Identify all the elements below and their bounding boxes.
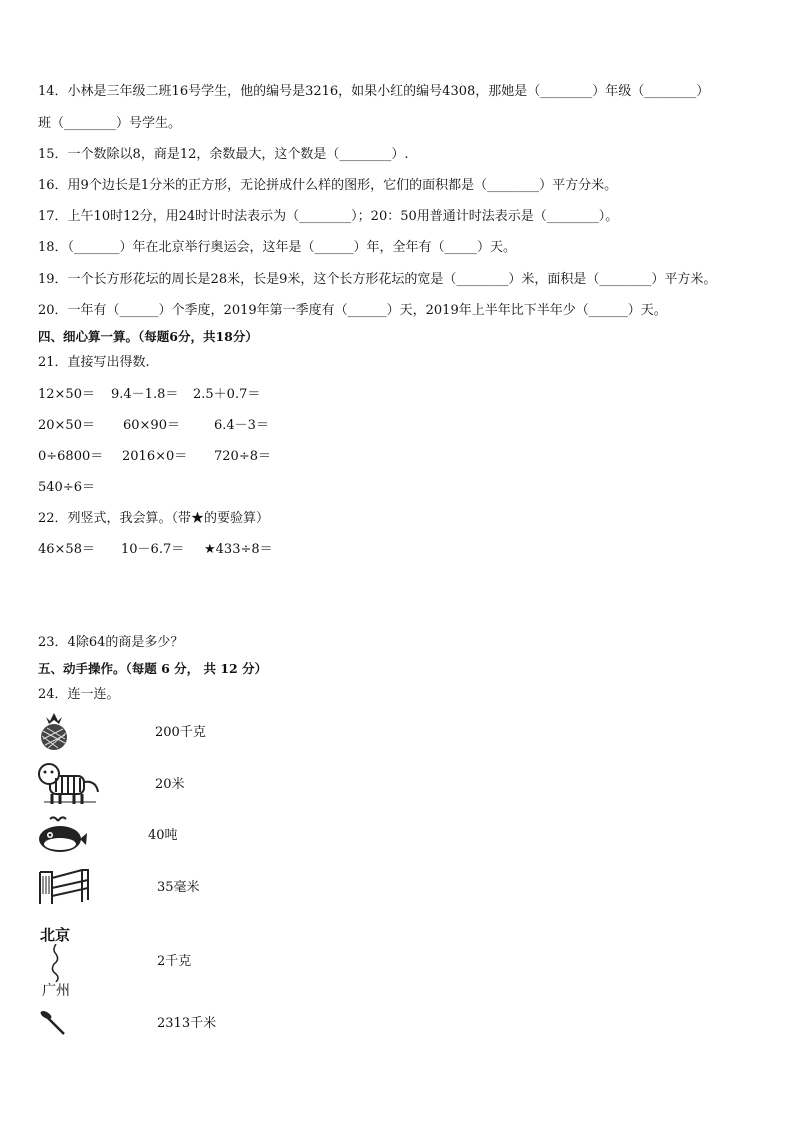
q21-r2-c2: 60×90＝	[123, 418, 180, 433]
q15: 15．一个数除以8，商是12，余数最大，这个数是（________）.	[38, 147, 409, 162]
q21-r3-c1: 0÷6800＝	[38, 449, 104, 464]
q22-title: 22．列竖式，我会算。（带★的要验算）	[38, 511, 270, 526]
q22-item-2: 10－6.7＝	[121, 542, 185, 557]
q21-r3-c2: 2016×0＝	[122, 449, 188, 464]
beijing-guangzhou-map	[40, 924, 90, 1000]
option-20m: 20米	[155, 777, 185, 792]
q21-r2-c1: 20×50＝	[38, 418, 95, 433]
q24-title: 24．连一连。	[38, 687, 120, 702]
option-35mm: 35毫米	[157, 880, 200, 895]
q21-r2-c3: 6.4－3＝	[214, 418, 269, 433]
option-40t: 40吨	[148, 828, 178, 843]
q14-line2: 班（________）号学生。	[38, 116, 182, 131]
option-2313km: 2313千米	[157, 1016, 217, 1031]
q17: 17．上午10时12分，用24时计时法表示为（________）；20：50用普通计时法表示是（________）。	[38, 209, 619, 224]
nail-icon	[40, 1010, 68, 1042]
map-label-guangzhou: 广州	[42, 983, 70, 999]
q21-title: 21．直接写出得数.	[38, 355, 150, 370]
q21-r3-c3: 720÷8＝	[214, 449, 271, 464]
q21-r1-c3: 2.5＋0.7＝	[193, 387, 261, 402]
option-200kg: 200千克	[155, 725, 206, 740]
tiger-icon	[36, 762, 102, 812]
option-2kg: 2千克	[157, 954, 192, 969]
section-4-title: 四、细心算一算。（每题6分，共18分）	[38, 329, 258, 344]
q23: 23．4除64的商是多少？	[38, 635, 184, 650]
q22-item-3: ★433÷8＝	[204, 542, 273, 557]
q18: 18．（_______）年在北京举行奥运会，这年是（______）年，全年有（_____）天。	[38, 240, 517, 255]
q22-item-1: 46×58＝	[38, 542, 95, 557]
q20: 20．一年有（______）个季度，2019年第一季度有（______）天，2019年上半年比下半年少（______）天。	[38, 303, 667, 318]
section-5-title: 五、动手操作。（每题 6 分， 共 12 分）	[38, 661, 268, 676]
q21-r1-c2: 9.4－1.8＝	[111, 387, 179, 402]
pineapple-icon	[36, 711, 72, 755]
map-label-beijing: 北京	[40, 926, 71, 944]
q21-r1-c1: 12×50＝	[38, 387, 95, 402]
q14-line1: 14．小林是三年级二班16号学生，他的编号是3216，如果小红的编号4308，那她是（________）年级（________）	[38, 84, 710, 99]
bed-icon	[36, 866, 92, 910]
q16: 16．用9个边长是1分米的正方形，无论拼成什么样的图形，它们的面积都是（________）平方分米。	[38, 178, 618, 193]
q19: 19．一个长方形花坛的周长是28米，长是9米，这个长方形花坛的宽是（________）米，面积是（________）平方米。	[38, 272, 717, 287]
q21-r4-c1: 540÷6＝	[38, 480, 95, 495]
whale-icon	[36, 813, 88, 859]
